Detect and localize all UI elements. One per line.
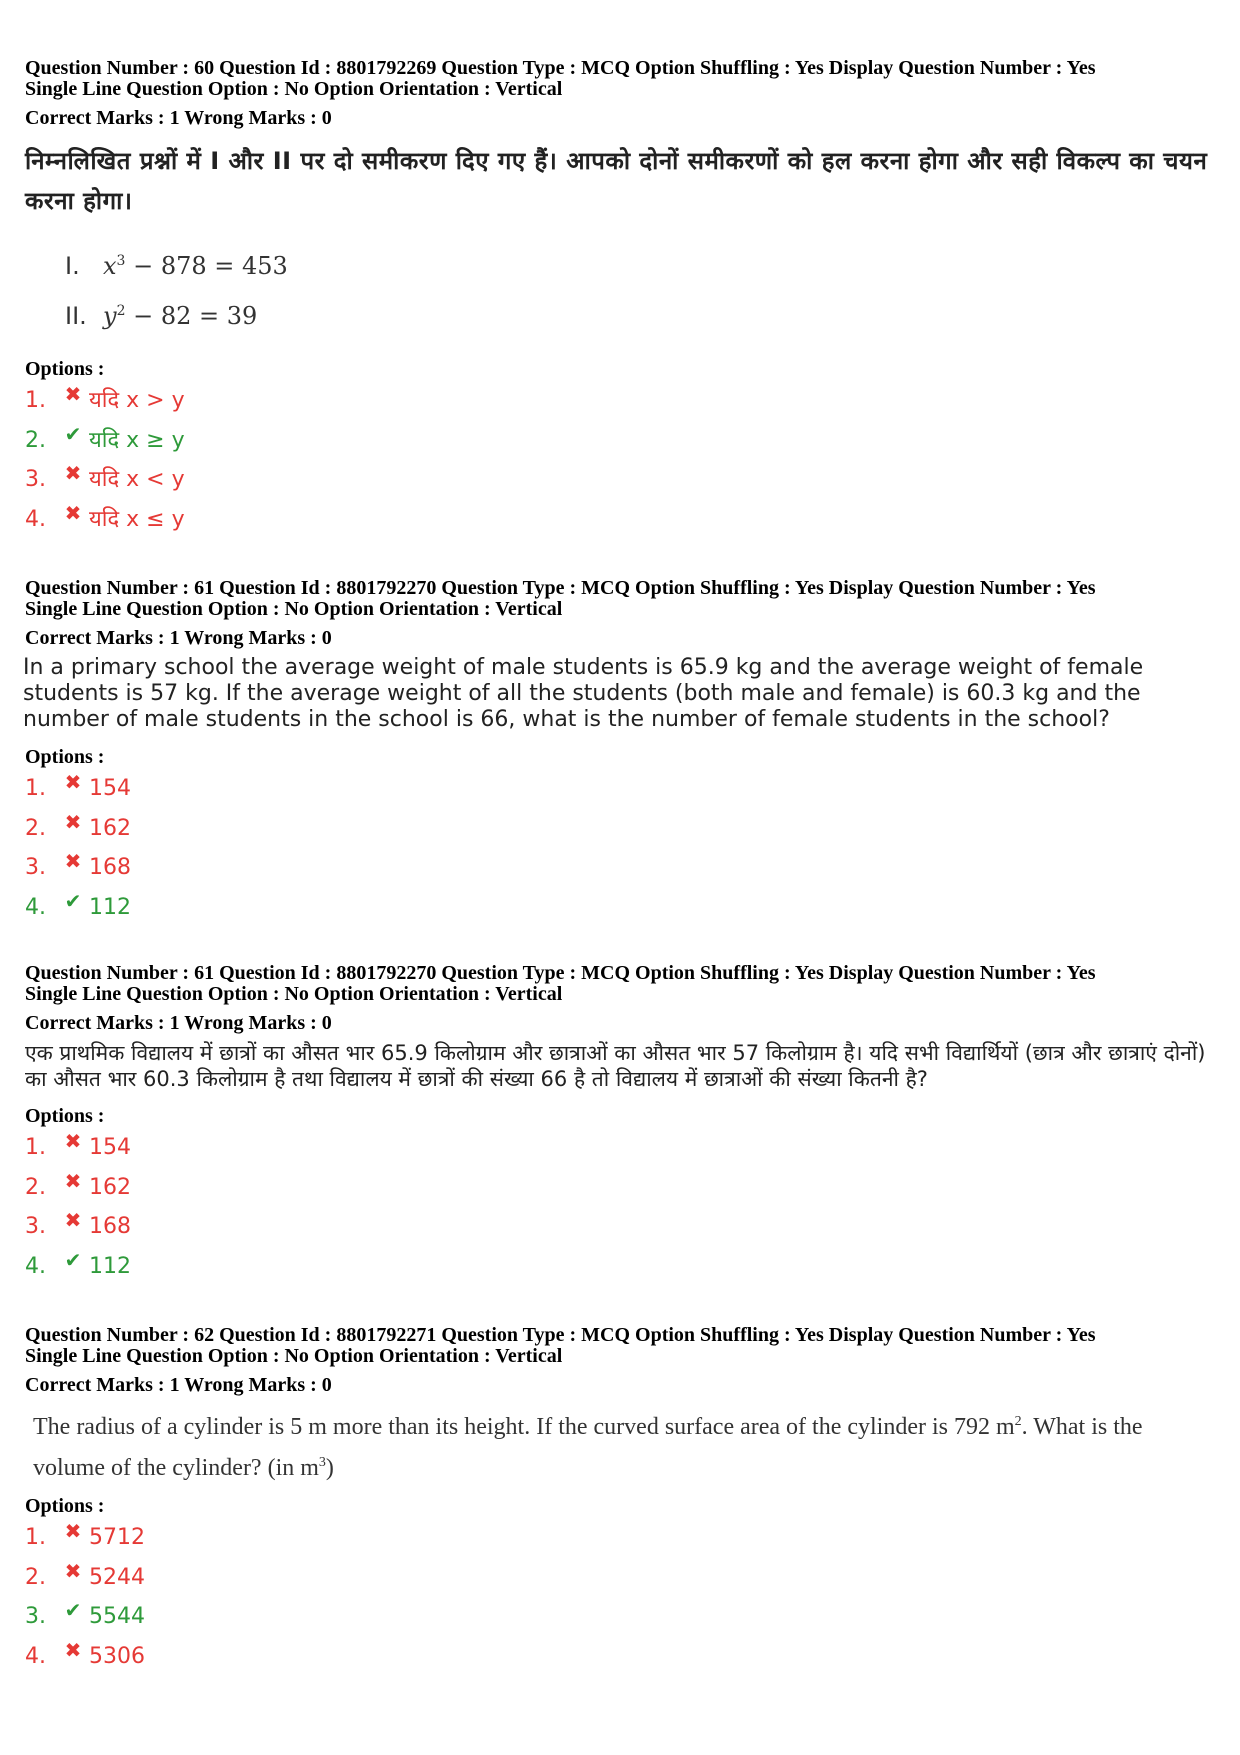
options-label: Options : bbox=[25, 746, 105, 768]
superscript: 3 bbox=[318, 1455, 326, 1470]
check-icon: ✔ bbox=[64, 1247, 82, 1272]
question-text-part: The radius of a cylinder is 5 m more than its height. If the curved surface area of the cylinder is 792 m bbox=[33, 1414, 1015, 1440]
question-meta-line2: Single Line Question Option : No Option Orientation : Vertical bbox=[25, 598, 563, 620]
option-item bbox=[25, 888, 1220, 928]
options-label: Options : bbox=[25, 1495, 105, 1517]
option-item bbox=[25, 1558, 1220, 1598]
options-label: Options : bbox=[25, 1105, 105, 1127]
cross-icon: ✖ bbox=[64, 1558, 82, 1583]
cross-icon: ✖ bbox=[64, 809, 82, 834]
question-block-61-hi bbox=[25, 963, 1220, 1286]
option-item bbox=[25, 1128, 1220, 1168]
equation-rest: − 82 = 39 bbox=[125, 302, 258, 330]
option-number: 2. bbox=[25, 815, 46, 841]
option-text: यदि x ≤ y bbox=[89, 506, 185, 532]
cross-icon: ✖ bbox=[64, 849, 82, 873]
option-number: 3. bbox=[25, 855, 46, 880]
option-text: यदि x ≥ y bbox=[89, 427, 185, 453]
option-number: 2. bbox=[25, 1564, 46, 1590]
option-item bbox=[25, 1247, 1220, 1287]
option-number: 2. bbox=[25, 427, 46, 453]
options-list bbox=[25, 381, 1220, 539]
question-block-62 bbox=[25, 1325, 1220, 1676]
option-item bbox=[25, 1168, 1220, 1208]
option-item bbox=[25, 769, 1220, 809]
option-text: 5712 bbox=[89, 1525, 145, 1550]
option-text: 5544 bbox=[89, 1604, 145, 1629]
equation-var: y bbox=[103, 302, 117, 330]
question-meta-line2: Single Line Question Option : No Option Orientation : Vertical bbox=[25, 78, 563, 100]
question-meta: Question Number : 62 Question Id : 8801792271 Question Type : MCQ Option Shuffling : Yes Display Question Number : Yes bbox=[25, 1324, 1096, 1346]
question-block-61-en bbox=[25, 578, 1220, 927]
option-text: यदि x > y bbox=[89, 388, 185, 413]
option-text: 112 bbox=[89, 1253, 131, 1279]
cross-icon: ✖ bbox=[64, 1208, 82, 1232]
question-text: एक प्राथमिक विद्यालय में छात्रों का औसत भार 65.9 किलोग्राम और छात्राओं का औसत भार 57 किलोग्राम है। यदि सभी विद्यार्थियों (छात्र और छात्राएं दोनों) का औसत भार 60.3 किलोग्राम है तथा विद्यालय में छात्रों की संख्या 66 है तो विद्यालय में छात्राओं की संख्या कितनी है? bbox=[25, 1041, 1206, 1091]
option-text: 162 bbox=[89, 815, 131, 841]
cross-icon: ✖ bbox=[64, 461, 82, 485]
option-item bbox=[25, 500, 1220, 540]
superscript: 2 bbox=[1014, 1414, 1022, 1429]
option-text: 5306 bbox=[89, 1643, 145, 1669]
equation-exponent: 2 bbox=[116, 303, 126, 319]
option-number: 3. bbox=[25, 467, 46, 492]
option-text: 112 bbox=[89, 894, 131, 920]
question-text: In a primary school the average weight of male students is 65.9 kg and the average weight of female students is 57 kg. If the average weight of all the students (both male and female) is 60.3 kg and the number of male students in the school is 66, what is the number of female students in the school? bbox=[23, 655, 1144, 732]
option-text: यदि x < y bbox=[89, 467, 185, 492]
option-number: 2. bbox=[25, 1174, 46, 1200]
cross-icon: ✖ bbox=[64, 1519, 82, 1543]
option-number: 1. bbox=[25, 776, 46, 801]
equation-1 bbox=[65, 239, 1220, 289]
cross-icon: ✖ bbox=[64, 1168, 82, 1193]
cross-icon: ✖ bbox=[64, 1129, 82, 1153]
equation-exponent: 3 bbox=[116, 253, 126, 269]
question-block-60 bbox=[25, 58, 1220, 539]
option-item bbox=[25, 1637, 1220, 1677]
option-text: 5244 bbox=[89, 1564, 145, 1590]
option-text: 162 bbox=[89, 1174, 131, 1200]
question-meta: Question Number : 61 Question Id : 8801792270 Question Type : MCQ Option Shuffling : Yes Display Question Number : Yes bbox=[25, 962, 1096, 984]
option-item bbox=[25, 1207, 1220, 1247]
question-text-part: ) bbox=[325, 1455, 334, 1481]
cross-icon: ✖ bbox=[64, 770, 82, 794]
question-meta: Question Number : 61 Question Id : 8801792270 Question Type : MCQ Option Shuffling : Yes Display Question Number : Yes bbox=[25, 577, 1096, 599]
option-text: 154 bbox=[89, 776, 131, 801]
cross-icon: ✖ bbox=[64, 382, 82, 406]
option-item bbox=[25, 421, 1220, 461]
cross-icon: ✖ bbox=[64, 1637, 82, 1662]
marks-line: Correct Marks : 1 Wrong Marks : 0 bbox=[25, 1374, 332, 1396]
option-number: 1. bbox=[25, 1525, 46, 1550]
option-number: 4. bbox=[25, 1643, 46, 1669]
question-meta-line2: Single Line Question Option : No Option Orientation : Vertical bbox=[25, 983, 563, 1005]
option-item bbox=[25, 460, 1220, 500]
option-number: 4. bbox=[25, 506, 46, 532]
equation-var: x bbox=[103, 252, 117, 280]
option-item bbox=[25, 1518, 1220, 1558]
question-meta-line2: Single Line Question Option : No Option Orientation : Vertical bbox=[25, 1345, 563, 1367]
option-text: 154 bbox=[89, 1135, 131, 1160]
cross-icon: ✖ bbox=[64, 500, 82, 525]
marks-line: Correct Marks : 1 Wrong Marks : 0 bbox=[25, 627, 332, 649]
option-number: 4. bbox=[25, 1253, 46, 1279]
option-item bbox=[25, 848, 1220, 888]
options-label: Options : bbox=[25, 358, 105, 380]
question-text-part: . What is the volume of the cylinder? (in m bbox=[33, 1414, 1143, 1481]
option-text: 168 bbox=[89, 1214, 131, 1239]
marks-line: Correct Marks : 1 Wrong Marks : 0 bbox=[25, 107, 332, 129]
option-item bbox=[25, 809, 1220, 849]
option-number: 1. bbox=[25, 1135, 46, 1160]
option-number: 3. bbox=[25, 1604, 46, 1629]
check-icon: ✔ bbox=[64, 888, 82, 913]
check-icon: ✔ bbox=[64, 421, 82, 446]
options-list bbox=[25, 1128, 1220, 1286]
options-list bbox=[25, 1518, 1220, 1676]
option-item bbox=[25, 1597, 1220, 1637]
question-text bbox=[33, 1404, 1220, 1486]
marks-line: Correct Marks : 1 Wrong Marks : 0 bbox=[25, 1012, 332, 1034]
option-number: 4. bbox=[25, 894, 46, 920]
option-number: 3. bbox=[25, 1214, 46, 1239]
question-meta: Question Number : 60 Question Id : 8801792269 Question Type : MCQ Option Shuffling : Yes Display Question Number : Yes bbox=[25, 57, 1096, 79]
option-item bbox=[25, 381, 1220, 421]
equation-2 bbox=[65, 289, 1220, 339]
question-text: निम्नलिखित प्रश्नों में I और II पर दो समीकरण दिए गए हैं। आपको दोनों समीकरणों को हल करना होगा और सही विकल्प का चयन करना होगा। bbox=[25, 147, 1208, 215]
options-list bbox=[25, 769, 1220, 927]
option-number: 1. bbox=[25, 388, 46, 413]
equation-label: I. bbox=[65, 252, 80, 280]
check-icon: ✔ bbox=[64, 1598, 82, 1622]
equation-label: II. bbox=[65, 302, 87, 330]
option-text: 168 bbox=[89, 855, 131, 880]
equation-rest: − 878 = 453 bbox=[125, 252, 288, 280]
